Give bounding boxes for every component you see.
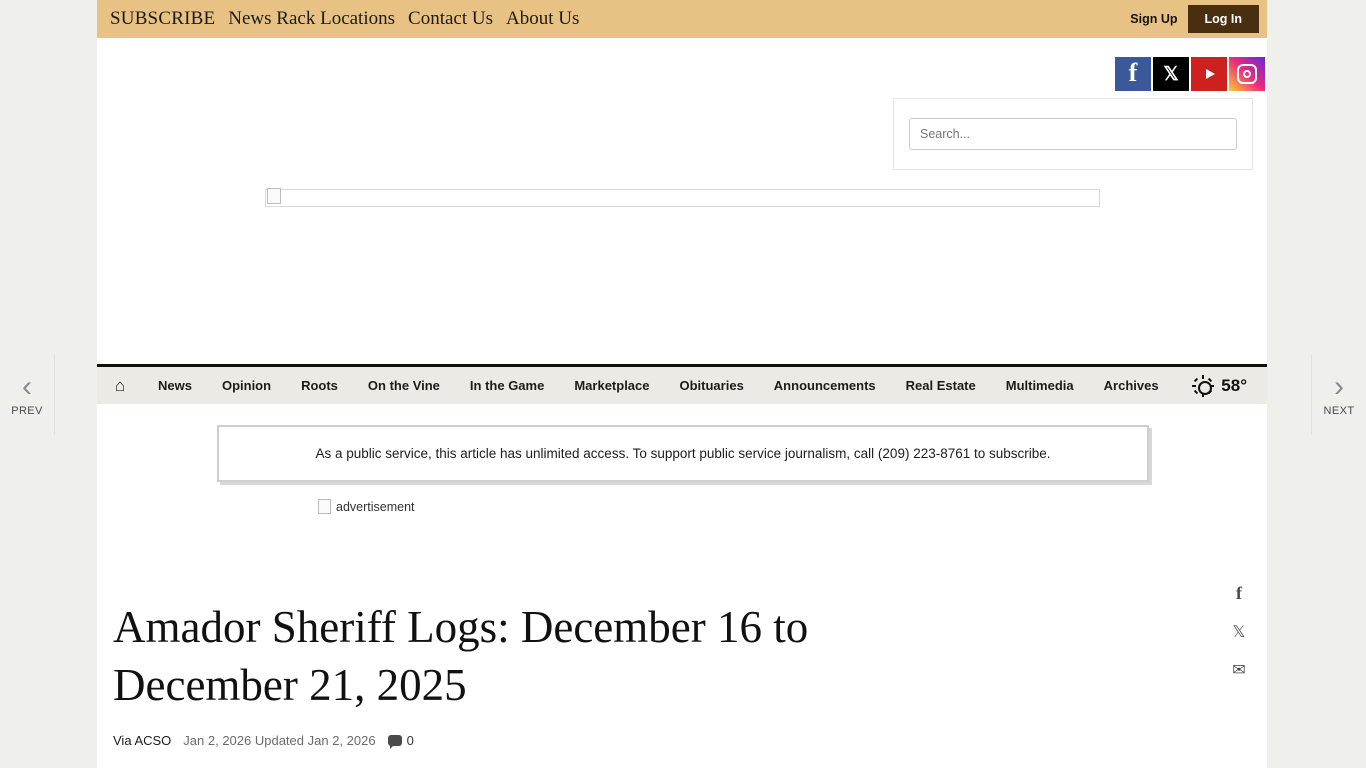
article-dateline: Jan 2, 2026 Updated Jan 2, 2026 bbox=[183, 733, 376, 748]
link-contact-us[interactable]: Contact Us bbox=[408, 8, 493, 29]
account-actions bbox=[1130, 5, 1259, 33]
link-news-rack-locations[interactable]: News Rack Locations bbox=[228, 8, 396, 29]
masthead-logo-placeholder bbox=[265, 189, 1100, 207]
youtube-icon[interactable] bbox=[1191, 57, 1227, 91]
sun-icon bbox=[1193, 376, 1213, 396]
nav-item-real-estate[interactable]: Real Estate bbox=[905, 378, 976, 393]
chevron-right-icon: › bbox=[1334, 369, 1344, 403]
prev-label: PREV bbox=[11, 404, 43, 417]
public-service-notice-text: As a public service, this article has unlimited access. To support public service journalism, call (209) 223-8761 to subscribe. bbox=[315, 446, 1051, 461]
share-facebook-icon[interactable]: f bbox=[1236, 583, 1242, 603]
nav-item-obituaries[interactable]: Obituaries bbox=[679, 378, 744, 393]
search-input[interactable] bbox=[909, 118, 1237, 150]
byline bbox=[113, 733, 414, 748]
nav-home-button[interactable] bbox=[97, 376, 143, 396]
nav-item-announcements[interactable]: Announcements bbox=[773, 378, 876, 393]
nav-item-opinion[interactable]: Opinion bbox=[221, 378, 272, 393]
next-label: NEXT bbox=[1323, 404, 1355, 417]
social-links bbox=[1115, 57, 1265, 91]
article-author: Via ACSO bbox=[113, 733, 172, 748]
nav-item-marketplace[interactable]: Marketplace bbox=[574, 378, 650, 393]
utility-bar bbox=[97, 0, 1267, 38]
share-rail bbox=[1230, 583, 1248, 680]
advertisement-alt-text: advertisement bbox=[336, 499, 415, 514]
share-twitter-x-icon[interactable]: 𝕏 bbox=[1232, 624, 1246, 641]
twitter-x-icon[interactable]: 𝕏 bbox=[1153, 57, 1189, 91]
nav-item-in-the-game[interactable]: In the Game bbox=[469, 378, 545, 393]
sign-up-link[interactable]: Sign Up bbox=[1130, 12, 1178, 26]
page-title: Amador Sheriff Logs: December 16 to December 21, 2025 bbox=[113, 602, 809, 710]
share-email-icon[interactable]: ✉ bbox=[1232, 662, 1246, 679]
nav-item-news[interactable]: News bbox=[158, 378, 192, 393]
link-about-us[interactable]: About Us bbox=[505, 8, 580, 29]
log-in-button[interactable]: Log In bbox=[1188, 5, 1260, 33]
prev-article-control[interactable] bbox=[0, 355, 55, 435]
weather-widget[interactable] bbox=[1193, 376, 1247, 396]
facebook-icon[interactable]: f bbox=[1115, 57, 1151, 91]
next-article-control[interactable] bbox=[1311, 355, 1366, 435]
chevron-left-icon: ‹ bbox=[22, 369, 32, 403]
main-navigation bbox=[97, 364, 1267, 404]
nav-item-archives[interactable]: Archives bbox=[1103, 378, 1159, 393]
nav-item-multimedia[interactable]: Multimedia bbox=[1005, 378, 1074, 393]
search-panel bbox=[893, 98, 1253, 170]
broken-image-icon bbox=[267, 188, 281, 204]
comment-count[interactable] bbox=[388, 733, 414, 748]
utility-links bbox=[110, 8, 579, 30]
comment-count-value: 0 bbox=[406, 733, 414, 748]
home-icon: ⌂ bbox=[114, 375, 126, 395]
comment-bubble-icon bbox=[388, 735, 402, 746]
advertisement-placeholder bbox=[318, 499, 415, 514]
nav-item-on-the-vine[interactable]: On the Vine bbox=[367, 378, 440, 393]
temperature-value: 58° bbox=[1221, 375, 1247, 395]
public-service-notice bbox=[217, 425, 1149, 482]
broken-image-icon bbox=[318, 499, 331, 514]
nav-item-roots[interactable]: Roots bbox=[301, 378, 338, 393]
instagram-icon[interactable] bbox=[1229, 57, 1265, 91]
link-subscribe[interactable]: SUBSCRIBE bbox=[110, 8, 216, 29]
